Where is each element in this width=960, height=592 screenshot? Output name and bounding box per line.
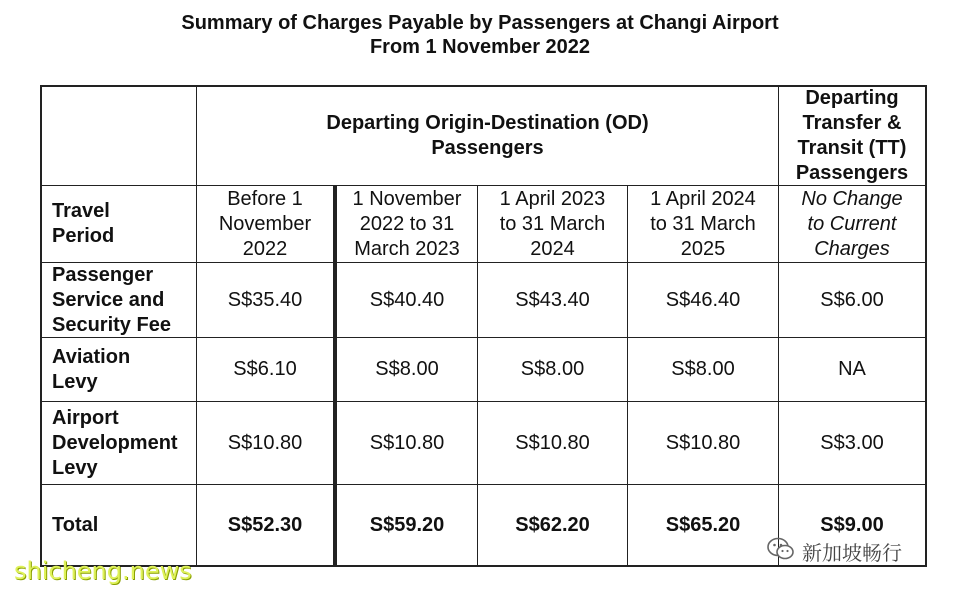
table-cell: S$8.00 xyxy=(520,358,585,380)
wechat-account-name: 新加坡畅行 xyxy=(802,541,902,565)
table-rule xyxy=(925,85,927,567)
header-od-passengers: Departing Origin-Destination (OD) Passengers xyxy=(326,111,649,159)
table-cell: S$8.00 xyxy=(375,358,439,380)
row-label-airport-development-levy: Airport Development Levy xyxy=(52,406,178,479)
title-line-2: From 1 November 2022 xyxy=(369,36,591,58)
period-apr-2023-mar-2024: 1 April 2023 to 31 March 2024 xyxy=(499,187,606,260)
total-cell: S$9.00 xyxy=(820,513,884,536)
row-label-travel-period: Travel Period xyxy=(52,200,115,247)
title-line-1: Summary of Charges Payable by Passengers at Changi Airport xyxy=(181,12,779,34)
table-cell: S$43.40 xyxy=(515,288,590,311)
period-nov-2022-mar-2023: 1 November 2022 to 31 March 2023 xyxy=(352,187,462,260)
table-cell: S$35.40 xyxy=(227,288,303,311)
total-cell: S$65.20 xyxy=(665,513,741,536)
table-cell: S$10.80 xyxy=(227,431,303,454)
row-label-aviation-levy: Aviation Levy xyxy=(52,345,131,393)
total-cell: S$59.20 xyxy=(369,513,445,536)
table-cell: S$8.00 xyxy=(671,358,735,380)
table-cell: S$46.40 xyxy=(665,288,741,311)
total-cell: S$52.30 xyxy=(227,513,303,536)
table-cell: S$3.00 xyxy=(820,431,884,454)
row-label-total: Total xyxy=(52,513,99,536)
table-cell: S$40.40 xyxy=(369,288,445,311)
table-cell: NA xyxy=(838,358,866,380)
row-label-passenger-service-fee: Passenger Service and Security Fee xyxy=(52,263,171,336)
total-cell: S$62.20 xyxy=(515,513,590,536)
period-apr-2024-mar-2025: 1 April 2024 to 31 March 2025 xyxy=(650,187,756,260)
site-watermark: shicheng.news xyxy=(14,557,192,585)
table-cell: S$6.10 xyxy=(233,358,297,380)
table-cell: S$6.00 xyxy=(820,288,884,311)
wechat-icon xyxy=(766,536,796,567)
period-tt-no-change: No Change to Current Charges xyxy=(801,187,903,260)
header-tt-passengers: Departing Transfer & Transit (TT) Passengers xyxy=(795,86,909,184)
period-before-nov-2022: Before 1 November 2022 xyxy=(218,187,312,260)
table-cell: S$10.80 xyxy=(515,431,590,454)
table-cell: S$10.80 xyxy=(665,431,741,454)
wechat-watermark xyxy=(766,536,902,567)
table-cell: S$10.80 xyxy=(369,431,445,454)
